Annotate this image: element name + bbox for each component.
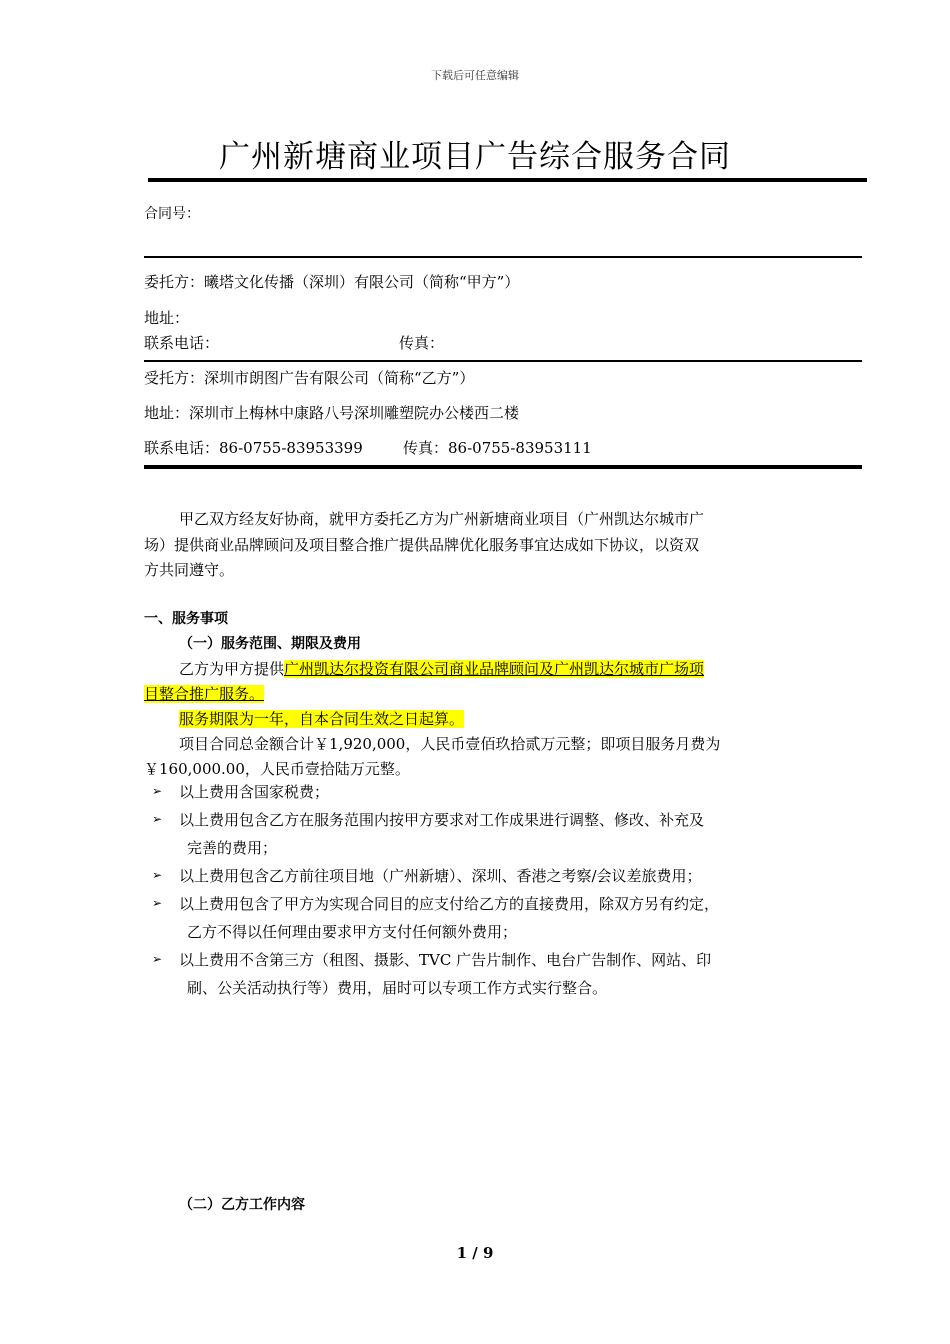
term-highlight: 服务期限为一年，自本合同生效之日起算。 (179, 710, 465, 728)
bullet-text: 以上费用不含第三方（租图、摄影、TVC 广告片制作、电台广告制作、网站、印 (179, 951, 712, 969)
bullet-text-cont: 完善的费用； (187, 839, 278, 857)
party-a-fax: 传真： (399, 334, 445, 352)
document-title: 广州新塘商业项目广告综合服务合同 (219, 139, 731, 175)
divider (144, 360, 862, 362)
fee-line: ￥160,000.00，人民币壹拾陆万元整。 (144, 760, 410, 778)
party-a-address: 地址： (144, 309, 190, 327)
bullet-arrow-icon: ➢ (152, 812, 163, 826)
bullet-text-cont: 刷、公关活动执行等）费用，届时可以专项工作方式实行整合。 (187, 979, 608, 997)
party-b-client: 受托方：深圳市朗图广告有限公司（简称“乙方”） (144, 369, 475, 387)
bullet-text-cont: 乙方不得以任何理由要求甲方支付任何额外费用； (187, 923, 518, 941)
contract-number-label: 合同号： (144, 206, 200, 222)
fee-line: 项目合同总金额合计￥1,920,000，人民币壹佰玖拾贰万元整；即项目服务月费为 (179, 735, 721, 753)
intro-line: 方共同遵守。 (144, 561, 235, 579)
scope-highlight: 广州凯达尔投资有限公司商业品牌顾问及广州凯达尔城市广场项 (284, 660, 705, 678)
party-b-address: 地址：深圳市上梅林中康路八号深圳雕塑院办公楼西二楼 (144, 404, 520, 422)
bullet-arrow-icon: ➢ (152, 896, 163, 910)
intro-line: 场）提供商业品牌顾问及项目整合推广提供品牌优化服务事宜达成如下协议，以资双 (144, 536, 700, 554)
scope-prefix: 乙方为甲方提供 (179, 660, 285, 678)
divider-thick (144, 465, 862, 469)
bullet-text: 以上费用包含乙方前往项目地（广州新塘）、深圳、香港之考察/会议差旅费用； (179, 867, 702, 885)
service-scope (179, 658, 704, 679)
scope-highlight: 目整合推广服务。 (144, 685, 265, 703)
bullet-text: 以上费用包含乙方在服务范围内按甲方要求对工作成果进行调整、修改、补充及 (179, 811, 705, 829)
section-heading: 一、服务事项 (144, 611, 228, 627)
party-a-client: 委托方：曦塔文化传播（深圳）有限公司（简称“甲方”） (144, 273, 520, 291)
bullet-arrow-icon: ➢ (152, 784, 163, 798)
bullet-arrow-icon: ➢ (152, 952, 163, 966)
service-term (179, 708, 464, 729)
bullet-arrow-icon: ➢ (152, 868, 163, 882)
party-b-fax: 传真：86-0755-83953111 (403, 439, 592, 457)
divider (144, 256, 862, 258)
page-number: 1 / 9 (456, 1244, 494, 1262)
bullet-text: 以上费用包含了甲方为实现合同目的应支付给乙方的直接费用，除双方另有约定， (179, 895, 720, 913)
subsection-heading: （一）服务范围、期限及费用 (179, 636, 361, 652)
title-rule (148, 178, 867, 182)
party-b-phone: 联系电话：86-0755-83953399 (144, 439, 363, 457)
service-scope-cont (144, 683, 264, 704)
subsection-heading: （二）乙方工作内容 (179, 1197, 305, 1213)
party-a-phone: 联系电话： (144, 334, 220, 352)
header-note: 下载后可任意编辑 (431, 69, 519, 82)
intro-line: 甲乙双方经友好协商，就甲方委托乙方为广州新塘商业项目（广州凯达尔城市广 (179, 510, 705, 528)
bullet-text: 以上费用含国家税费； (179, 783, 330, 801)
